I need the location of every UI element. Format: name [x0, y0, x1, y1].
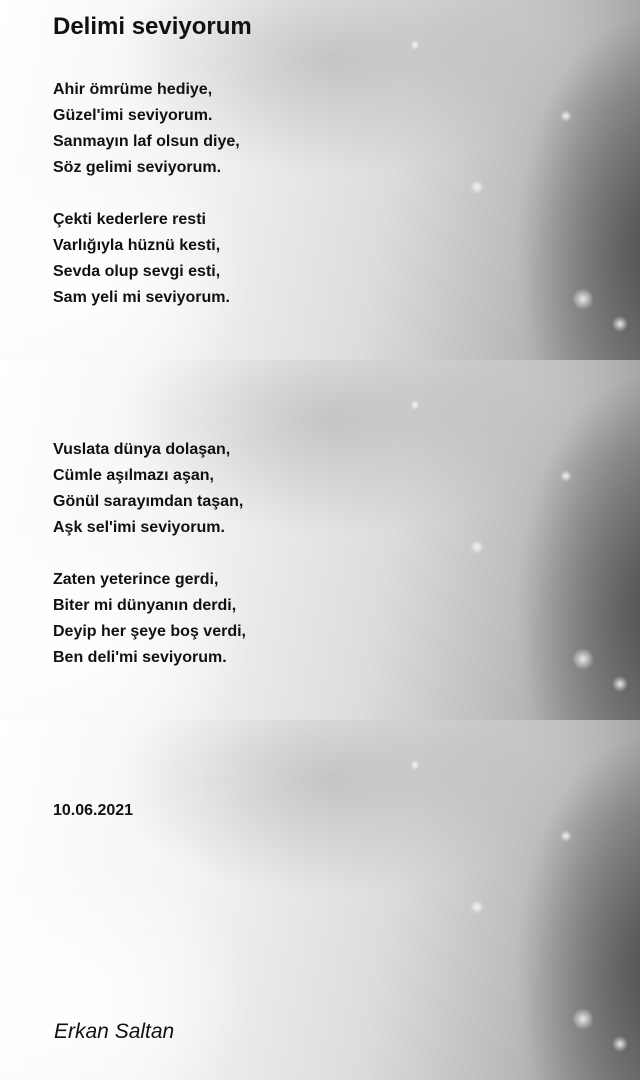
sparkle — [410, 760, 420, 770]
poem-card-1 — [0, 0, 640, 360]
poem-line: Zaten yeterince gerdi, — [53, 571, 219, 588]
stanza-3 — [53, 437, 243, 541]
sparkle — [410, 40, 420, 50]
poem-card-2 — [0, 360, 640, 720]
poem-line: Gönül sarayımdan taşan, — [53, 493, 244, 510]
sparkle — [560, 110, 572, 122]
sparkle — [612, 316, 628, 332]
poem-line: Güzel'imi seviyorum. — [53, 107, 213, 124]
sparkle — [572, 288, 594, 310]
sparkle — [560, 830, 572, 842]
poem-line: Sevda olup sevgi esti, — [53, 263, 221, 280]
sparkle — [572, 1008, 594, 1030]
sparkle — [612, 676, 628, 692]
poem-line: Ahir ömrüme hediye, — [53, 81, 213, 98]
poem-card-3 — [0, 720, 640, 1080]
sparkle — [470, 900, 484, 914]
poem-line: Çekti kederlere resti — [53, 211, 206, 228]
sparkle — [612, 1036, 628, 1052]
sparkle — [560, 470, 572, 482]
poem-line: Sam yeli mi seviyorum. — [53, 289, 230, 306]
poem-title: Delimi seviyorum — [53, 13, 252, 40]
poem-line: Deyip her şeye boş verdi, — [53, 623, 246, 640]
poem-line: Varlığıyla hüznü kesti, — [53, 237, 221, 254]
poem-date: 10.06.2021 — [53, 802, 134, 819]
poem-line: Aşk sel'imi seviyorum. — [53, 519, 225, 536]
poem-line: Biter mi dünyanın derdi, — [53, 597, 237, 614]
poem-line: Ben deli'mi seviyorum. — [53, 649, 227, 666]
poem-author: Erkan Saltan — [54, 1020, 175, 1043]
stanza-1 — [53, 77, 240, 181]
sparkle — [410, 400, 420, 410]
stanza-4 — [53, 567, 246, 671]
poem-line: Cümle aşılmazı aşan, — [53, 467, 214, 484]
sparkle — [470, 180, 484, 194]
poem-line: Vuslata dünya dolaşan, — [53, 441, 231, 458]
sparkle — [572, 648, 594, 670]
sparkle — [470, 540, 484, 554]
poem-line: Sanmayın laf olsun diye, — [53, 133, 240, 150]
stanza-2 — [53, 207, 230, 311]
poem-line: Söz gelimi seviyorum. — [53, 159, 222, 176]
